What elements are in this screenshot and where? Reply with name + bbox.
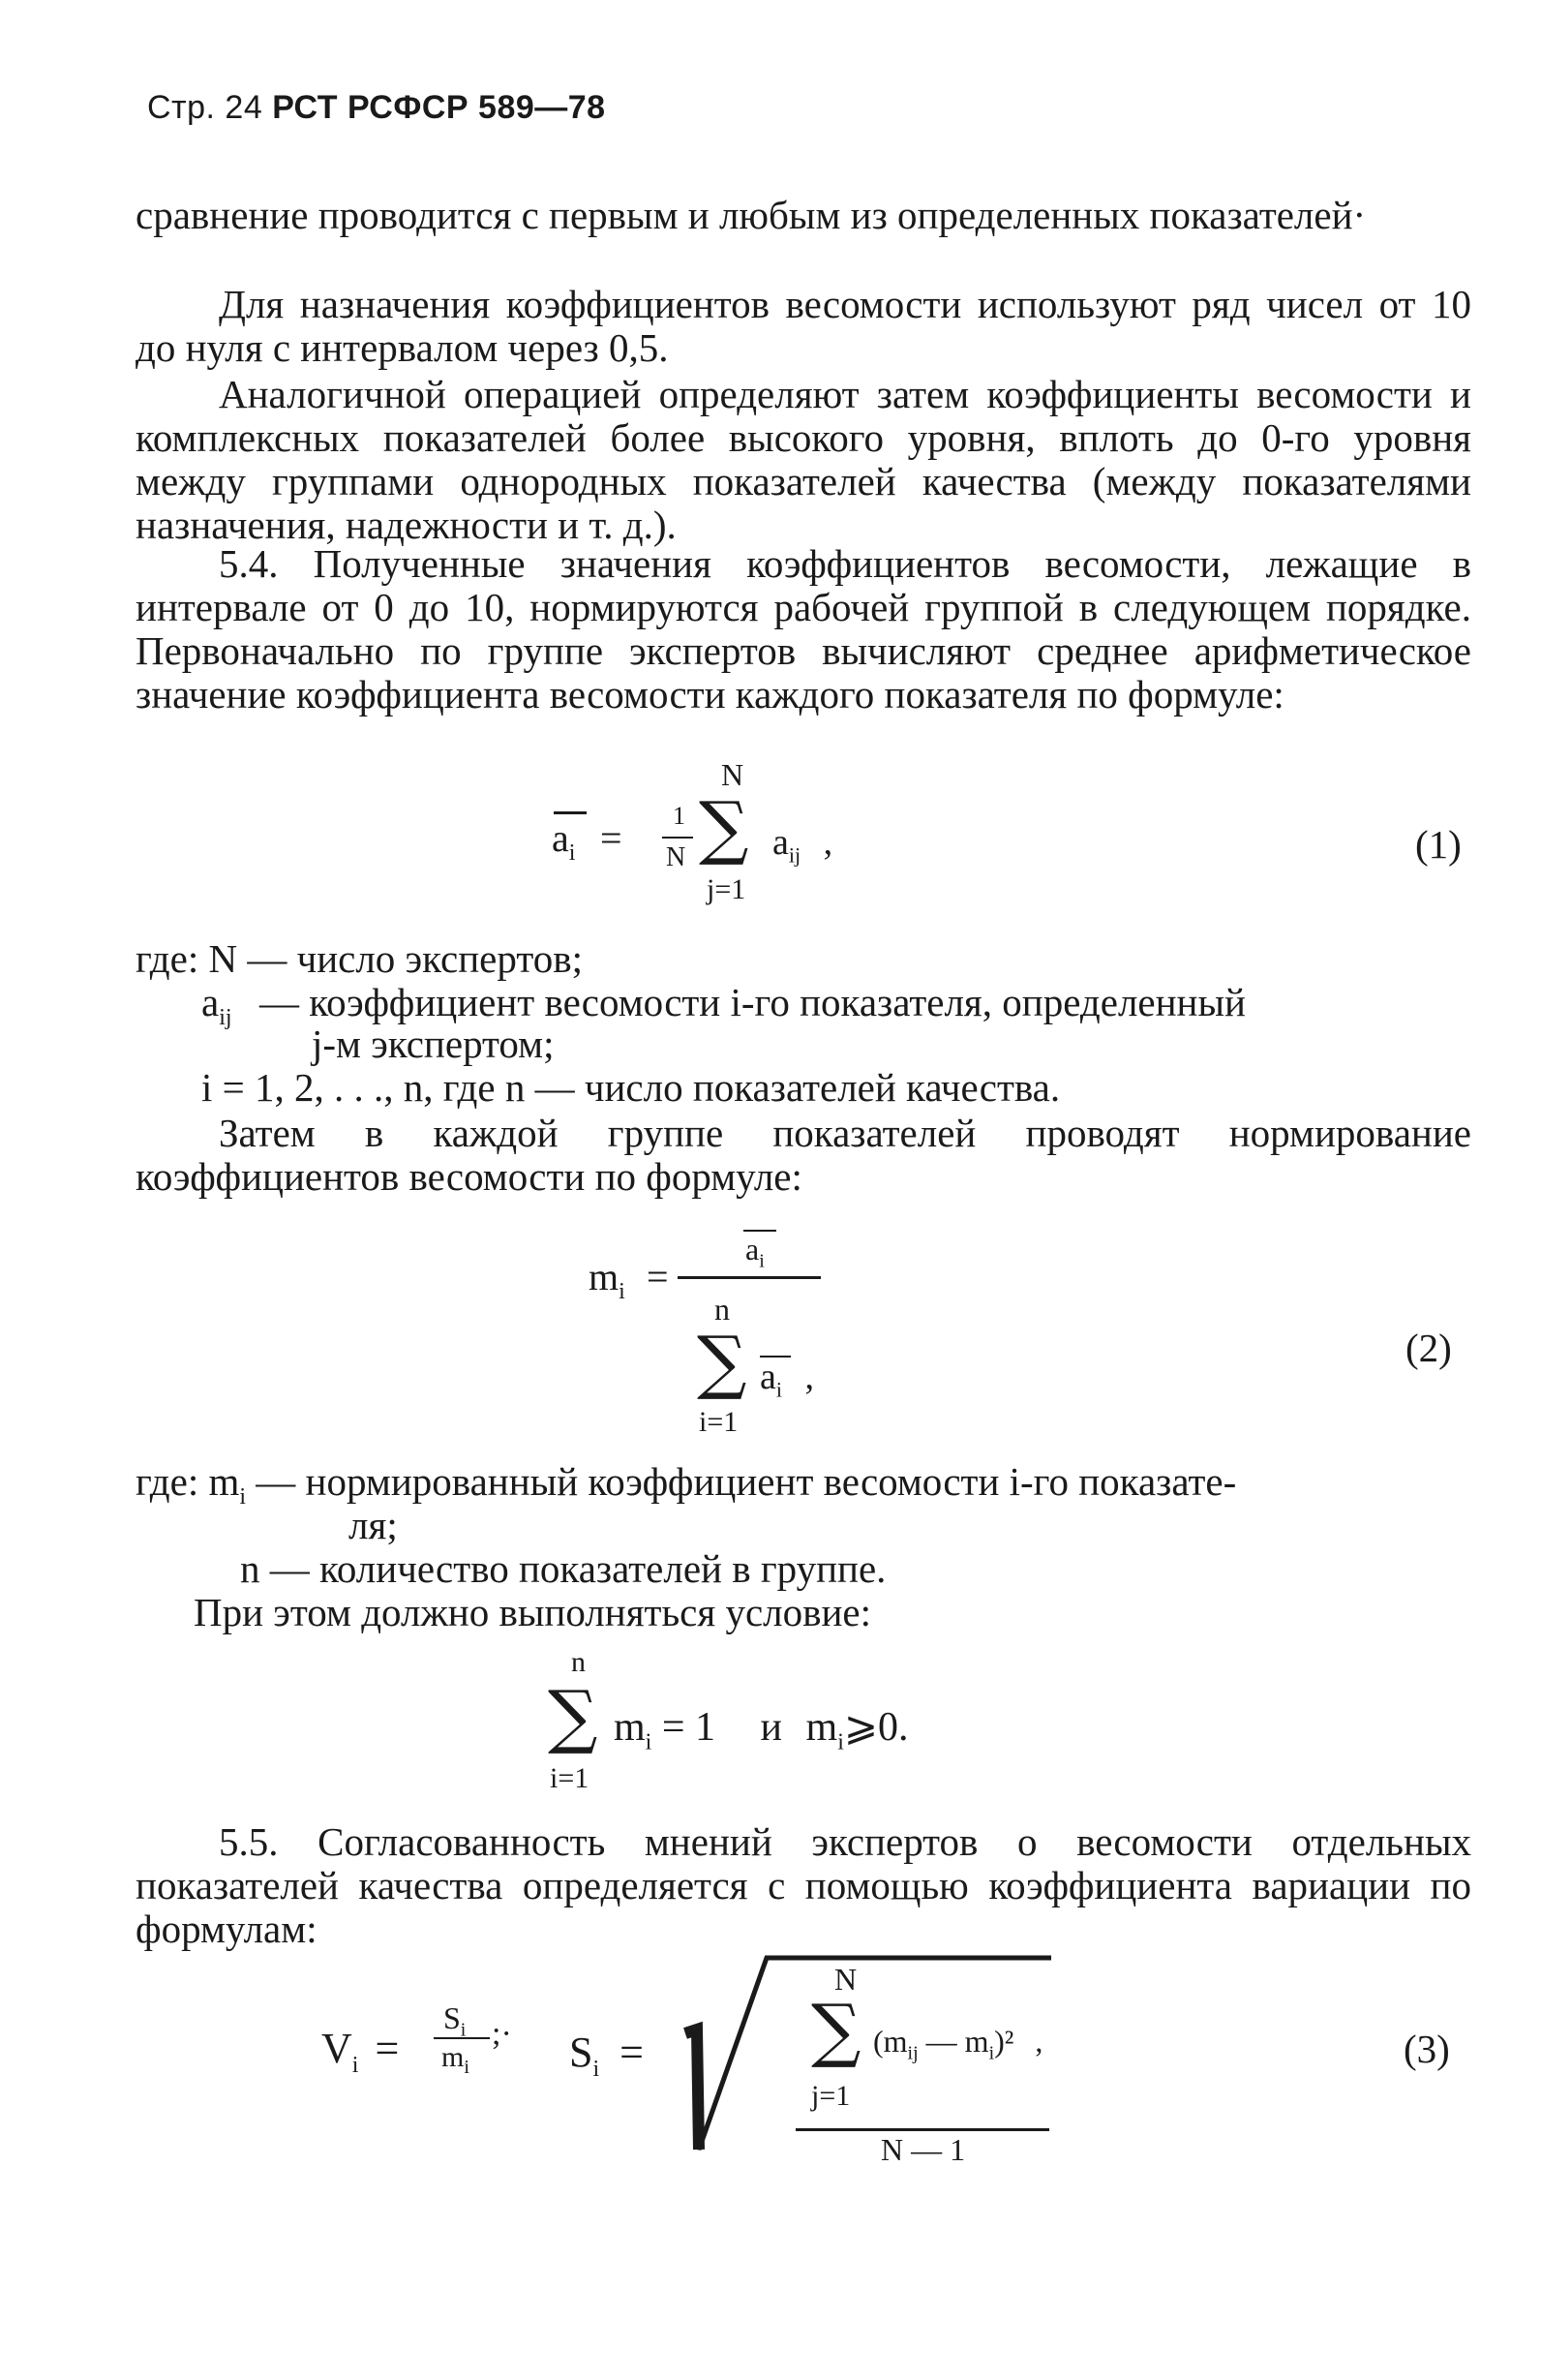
f3-eq: = [375,2025,400,2072]
cond-m1: m [614,1705,646,1750]
f3-tail: , [1035,2024,1043,2059]
sigma-icon: ∑ [697,1321,747,1402]
f3-s-num-sub: i [460,2019,467,2041]
where1-line3: j-м экспертом; [312,1022,555,1066]
page-number: Стр. 24 [147,89,263,126]
cond-upper: n [571,1646,586,1678]
cond-and: и [760,1705,783,1750]
paragraph-2: Для назначения коэффициентов весомости используют ряд чисел от 10 до нуля с интервалом через 0,5. [136,282,1471,370]
where2-line1-rest: — нормированный коэффициент весомости i-го показате- [246,1459,1237,1504]
f3-term-sub1: ij [907,2042,919,2064]
page-header [147,89,606,127]
f3-number: (3) [1404,2027,1450,2071]
f1-tail: , [823,822,833,863]
paragraph-4: 5.4. Полученные значения коэффициентов весомости, лежащие в интервале от 0 до 10, нормируются рабочей группой в следующем порядке. Первоначально по группе экспертов вычисляют среднее арифметическое значение коэффициента весомости каждого показателя по формуле: [136,541,1471,717]
f3-den: N — 1 [881,2132,966,2167]
where2-line2: ля; [348,1503,398,1547]
f1-lhs-sub: i [568,840,576,866]
f3-s-den: m [441,2041,465,2073]
sigma-icon: ∑ [699,786,749,868]
f2-num: a [745,1232,760,1266]
f3-term-mid: — m [918,2024,989,2059]
f2-lhs-sub: i [619,1279,625,1304]
where1-aij [201,981,232,1040]
f2-num-sub: i [759,1250,765,1272]
cond-m2-sub: i [837,1729,844,1755]
f3-s-sub: i [592,2056,600,2082]
cond-lower: i=1 [550,1762,589,1794]
f3-v: V [321,2025,352,2072]
f2-term-sub: i [775,1377,782,1402]
f3-term: (m [873,2024,908,2059]
f3-eq2: = [619,2029,644,2076]
f3-sep: ;· [492,2016,512,2052]
paragraph-6: При этом должно выполняться условие: [194,1590,872,1634]
cond-m2: m [805,1705,838,1750]
f3-s: S [569,2029,593,2076]
f1-upper: N [721,757,744,792]
paragraph-5: Затем в каждой группе показателей проводят нормирование коэффициентов весомости по формуле: [136,1111,1471,1199]
where2-line3: n — количество показателей в группе. [240,1546,887,1591]
where2-m-sub: i [239,1484,247,1510]
f1-den: N [666,842,686,872]
f1-term: a [772,822,789,863]
f3-term-sub2: i [988,2042,995,2064]
paragraph-1: сравнение проводится с первым и любым из определенных показателей· [136,193,1367,237]
f3-v-sub: i [351,2052,359,2078]
f2-tail: , [804,1357,814,1397]
f2-eq: = [647,1255,669,1298]
f3-lower: j=1 [811,2080,851,2112]
f3-s-num: S [443,2000,461,2035]
f1-num: 1 [673,802,685,830]
paragraph-3: Аналогичной операцией определяют затем коэффициенты весомости и комплексных показателей более высокого уровня, вплоть до 0-го уровня между группами однородных показателей качества (между показателями назначения, надежности и т. д.). [136,372,1471,547]
sigma-icon: ∑ [548,1675,598,1756]
f1-term-sub: ij [788,842,801,868]
cond-eq1: = 1 [661,1705,716,1750]
where1-line1: где: N — число экспертов; [136,936,583,981]
where1-line2: — коэффициент весомости i-го показателя, определенный [259,980,1246,1024]
standard-code: РСТ РСФСР 589—78 [272,89,606,126]
where1-aij-sub: ij [219,1005,232,1031]
f2-lower: i=1 [699,1406,739,1438]
f1-eq: = [600,816,622,860]
f2-lhs: m [589,1255,619,1298]
paragraph-7: 5.5. Согласованность мнений экспертов о весомости отдельных показателей качества определяется с помощью коэффициента вариации по формулам: [136,1819,1471,1951]
f1-lhs: a [552,816,569,860]
where2-m: где: m [136,1459,240,1504]
f2-upper: n [714,1292,730,1327]
where1-aij-sym: a [201,980,220,1024]
sigma-icon: ∑ [811,1989,861,2070]
f2-number: (2) [1405,1326,1452,1370]
f1-lower: j=1 [707,873,746,905]
where2-line1 [136,1460,1236,1519]
f2-term: a [760,1357,776,1397]
f3-upper: N [834,1962,858,1997]
cond-m1-sub: i [645,1729,652,1755]
cond-rel: ⩾0. [843,1705,909,1750]
where1-line4: i = 1, 2, . . ., n, где n — число показателей качества. [201,1065,1061,1110]
f1-number: (1) [1415,822,1462,867]
f3-term-end: )² [994,2024,1014,2059]
f3-s-den-sub: i [464,2057,469,2078]
